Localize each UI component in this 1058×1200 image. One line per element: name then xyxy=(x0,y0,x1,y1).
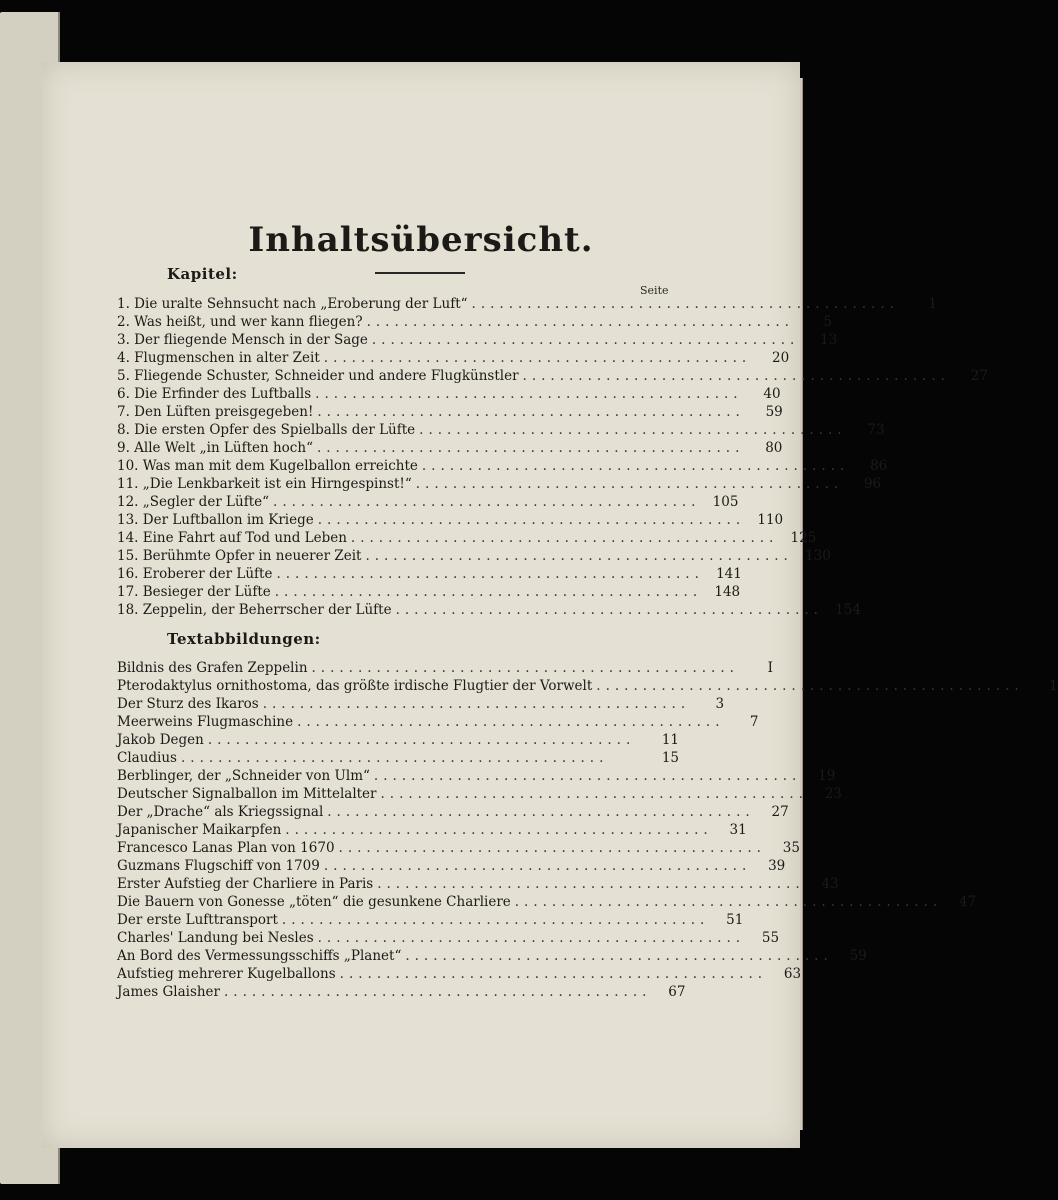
illustration-row: Charles' Landung bei Nesles .............................................. 55 xyxy=(117,930,780,946)
chapter-row: 13. Der Luftballon im Kriege .............................................. 110 xyxy=(117,512,784,528)
illustration-row: Aufstieg mehrerer Kugelballons .............................................. 63 xyxy=(117,966,802,982)
chapter-row: 7. Den Lüften preisgegeben! .............................................. 59 xyxy=(117,404,783,420)
illustration-row: An Bord des Vermessungsschiffs „Planet“ .............................................. 59 xyxy=(117,948,867,964)
illustration-row: Erster Aufstieg der Charliere in Paris .............................................. 43 xyxy=(117,876,839,892)
illustration-row: James Glaisher .............................................. 67 xyxy=(117,984,686,1000)
chapter-row: 5. Fliegende Schuster, Schneider und andere Flugkünstler .............................................. 27 xyxy=(117,368,988,384)
chapter-row: 9. Alle Welt „in Lüften hoch“ .............................................. 80 xyxy=(117,440,783,456)
illustration-row: Der erste Lufttransport .............................................. 51 xyxy=(117,912,744,928)
title-rule xyxy=(375,272,465,274)
illustration-row: Japanischer Maikarpfen .............................................. 31 xyxy=(117,822,747,838)
illustration-row: Francesco Lanas Plan von 1670 .............................................. 35 xyxy=(117,840,800,856)
page-title: Inhaltsübersicht. xyxy=(248,220,594,260)
illustration-row: Guzmans Flugschiff von 1709 .............................................. 39 xyxy=(117,858,786,874)
illustration-row: Die Bauern von Gonesse „töten“ die gesunkene Charliere .............................................. 47 xyxy=(117,894,977,910)
chapter-row: 4. Flugmenschen in alter Zeit .............................................. 20 xyxy=(117,350,790,366)
chapter-row: 14. Eine Fahrt auf Tod und Leben .............................................. 125 xyxy=(117,530,817,546)
chapter-row: 18. Zeppelin, der Beherrscher der Lüfte .............................................. 154 xyxy=(117,602,861,618)
chapter-row: 15. Berühmte Opfer in neuerer Zeit .............................................. 130 xyxy=(117,548,831,564)
book-page xyxy=(42,62,1058,1148)
chapter-row: 11. „Die Lenkbarkeit ist ein Hirngespinst!“ .............................................. 96 xyxy=(117,476,882,492)
chapter-row: 3. Der fliegende Mensch in der Sage .............................................. 13 xyxy=(117,332,838,348)
seite-label: Seite xyxy=(640,284,669,297)
chapter-row: 17. Besieger der Lüfte .............................................. 148 xyxy=(117,584,741,600)
illustration-row: Bildnis des Grafen Zeppelin .............................................. I xyxy=(117,660,773,676)
chapter-row: 16. Eroberer der Lüfte .............................................. 141 xyxy=(117,566,742,582)
chapter-row: 2. Was heißt, und wer kann fliegen? .............................................. 5 xyxy=(117,314,832,330)
illustration-row: Claudius .............................................. 15 xyxy=(117,750,679,766)
illustration-row: Deutscher Signalballon im Mittelalter .............................................. 23 xyxy=(117,786,842,802)
kapitel-heading: Kapitel: xyxy=(167,265,238,283)
illustration-row: Berblinger, der „Schneider von Ulm“ .............................................. 19 xyxy=(117,768,836,784)
illustrations-heading: Textabbildungen: xyxy=(167,630,321,648)
chapter-row: 6. Die Erfinder des Luftballs .............................................. 40 xyxy=(117,386,781,402)
illustration-row: Jakob Degen .............................................. 11 xyxy=(117,732,679,748)
illustration-row: Der „Drache“ als Kriegssignal .............................................. 27 xyxy=(117,804,789,820)
chapter-row: 12. „Segler der Lüfte“ .............................................. 105 xyxy=(117,494,739,510)
illustration-row: Meerweins Flugmaschine .............................................. 7 xyxy=(117,714,759,730)
chapter-row: 10. Was man mit dem Kugelballon erreichte .............................................. 86 xyxy=(117,458,888,474)
chapter-row: 8. Die ersten Opfer des Spielballs der Lüfte .............................................. 73 xyxy=(117,422,885,438)
chapter-row: 1. Die uralte Sehnsucht nach „Eroberung der Luft“ .............................................. 1 xyxy=(117,296,937,312)
illustration-row: Pterodaktylus ornithostoma, das größte irdische Flugtier der Vorwelt .............................................. 1 xyxy=(117,678,1058,694)
illustration-row: Der Sturz des Ikaros .............................................. 3 xyxy=(117,696,725,712)
